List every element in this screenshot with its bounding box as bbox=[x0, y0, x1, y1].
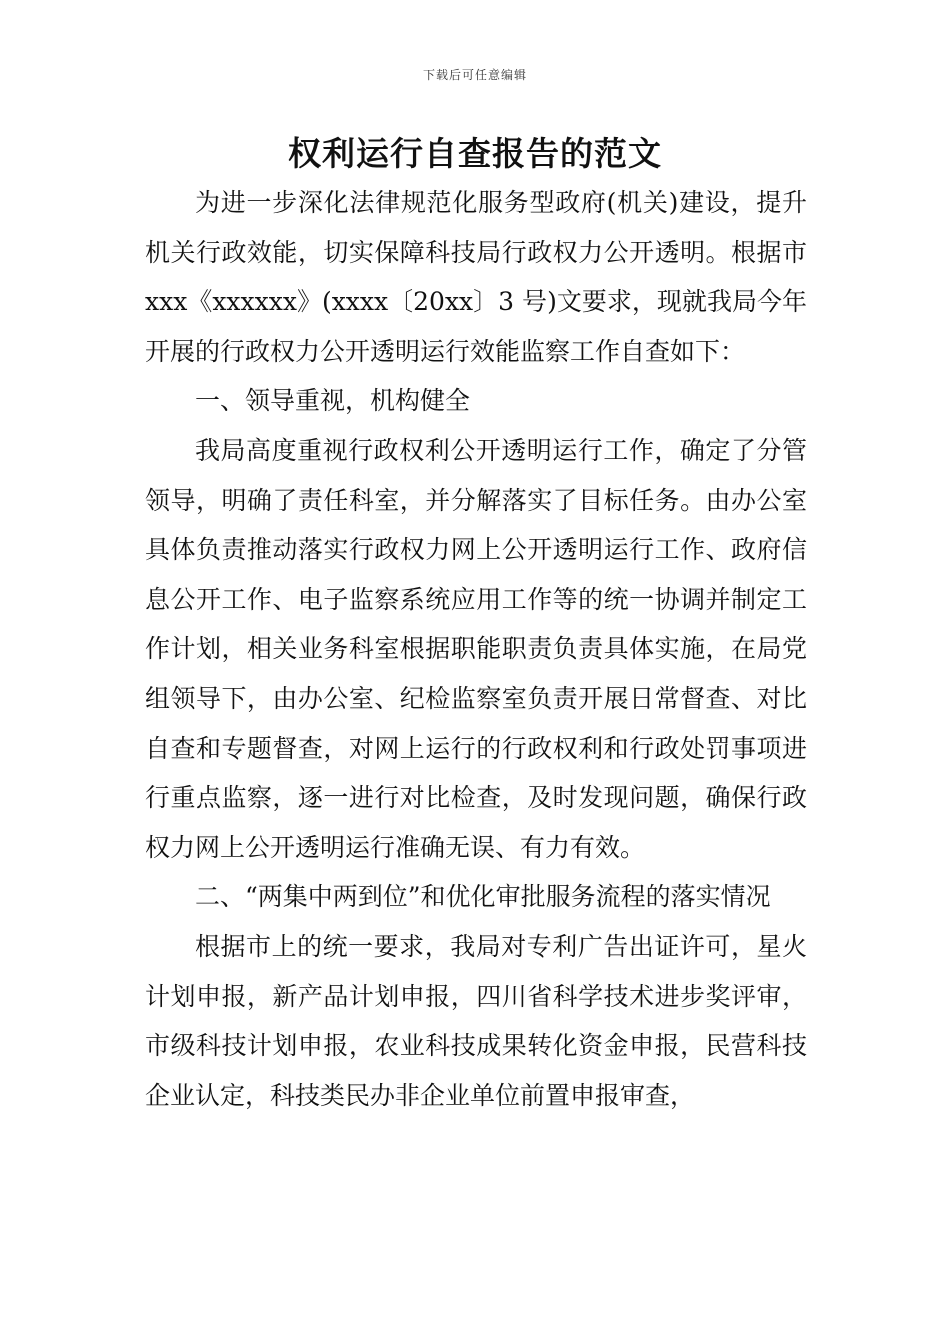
header-note: 下载后可任意编辑 bbox=[422, 68, 527, 82]
section-heading-1: 一、领导重视，机构健全 bbox=[195, 386, 471, 416]
paragraph-section-2: 根据市上的统一要求，我局对专利广告出证许可，星火计划申报，新产品计划申报，四川省科学技术进步奖评审，市级科技计划申报，农业科技成果转化资金申报，民营科技企业认定，科技类民办非企业单位前置申报审查， bbox=[145, 931, 807, 1110]
section-heading-2: 二、“两集中两到位”和优化审批服务流程的落实情况 bbox=[195, 882, 771, 912]
paragraph-section-1: 我局高度重视行政权利公开透明运行工作，确定了分管领导，明确了责任科室，并分解落实了目标任务。由办公室具体负责推动落实行政权力网上公开透明运行工作、政府信息公开工作、电子监察系统应用工作等的统一协调并制定工作计划，相关业务科室根据职能职责负责具体实施，在局党组领导下，由办公室、纪检监察室负责开展日常督查、对比自查和专题督查，对网上运行的行政权利和行政处罚事项进行重点监察，逐一进行对比检查，及时发现问题，确保行政权力网上公开透明运行准确无误、有力有效。 bbox=[145, 435, 807, 862]
paragraph-intro: 为进一步深化法律规范化服务型政府(机关)建设，提升机关行政效能，切实保障科技局行政权力公开透明。根据市 xxx《xxxxxx》(xxxx〔20xx〕3 号)文要求，现就我局今年开展的行政权力公开透明运行效能监察工作自查如下： bbox=[145, 188, 807, 366]
document-body bbox=[145, 178, 807, 1120]
page-title: 权利运行自查报告的范文 bbox=[288, 134, 662, 173]
